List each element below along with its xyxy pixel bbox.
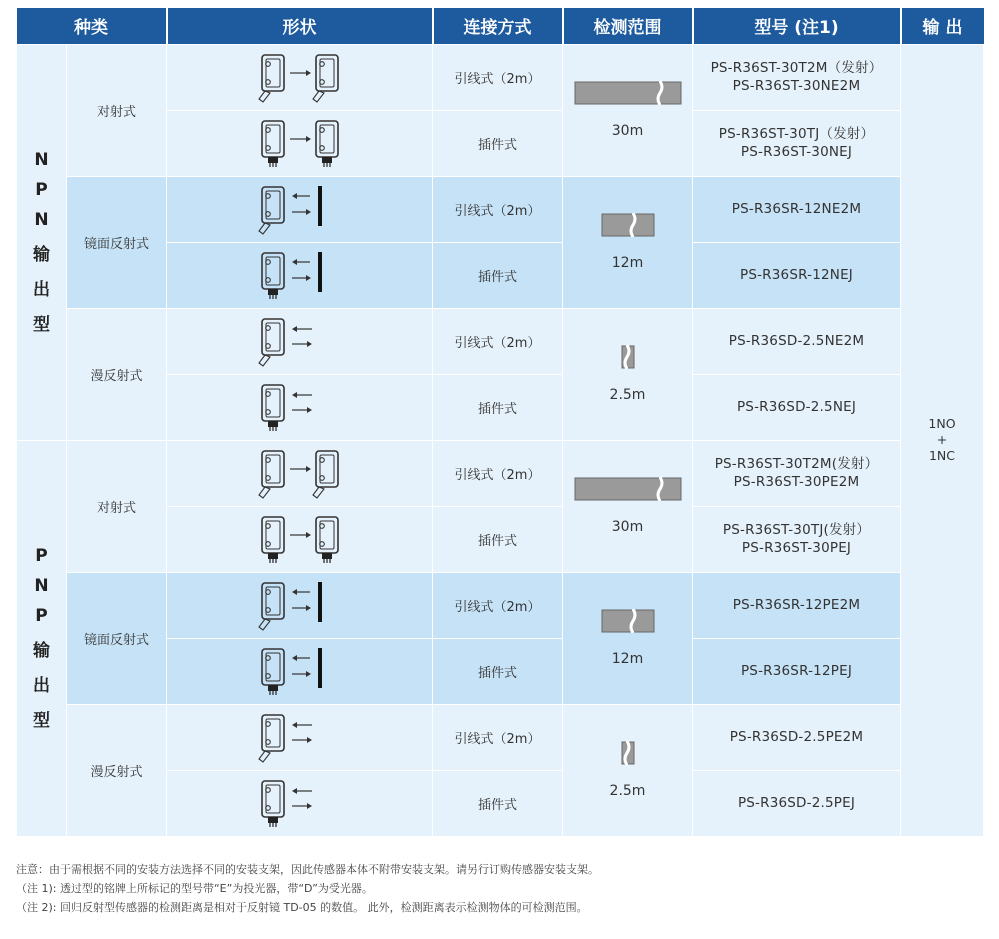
range-bar-icon bbox=[621, 345, 635, 373]
model-number: PS-R36ST-30TJ（发射） bbox=[718, 126, 875, 142]
shape-cell bbox=[167, 44, 433, 110]
group-label-char: N bbox=[34, 149, 49, 170]
model-cell bbox=[693, 704, 901, 770]
model-cell bbox=[693, 440, 901, 506]
type-label: 对射式 bbox=[96, 104, 136, 120]
type-label: 镜面反射式 bbox=[83, 632, 149, 648]
range-label: 30m bbox=[611, 519, 644, 535]
thru-sensor-icon bbox=[167, 445, 432, 501]
model-cell bbox=[693, 506, 901, 572]
group-label-char: 出 bbox=[33, 675, 50, 696]
group-label-char: 输 bbox=[33, 244, 50, 265]
table-row bbox=[17, 704, 984, 770]
group-label-char: 型 bbox=[33, 314, 50, 335]
type-cell bbox=[67, 308, 167, 440]
header-connection: 连接方式 bbox=[433, 8, 563, 44]
group-label-cell bbox=[17, 44, 67, 440]
table-row bbox=[17, 308, 984, 374]
thru-sensor-icon bbox=[167, 49, 432, 105]
type-cell bbox=[67, 44, 167, 176]
range-label: 2.5m bbox=[609, 387, 646, 403]
connection-label: 插件式 bbox=[477, 533, 517, 549]
range-group bbox=[563, 741, 692, 799]
model-number: PS-R36ST-30NEJ bbox=[740, 144, 853, 160]
connection-label: 插件式 bbox=[477, 401, 517, 417]
range-group bbox=[563, 345, 692, 403]
shape-cell bbox=[167, 110, 433, 176]
header-type: 种类 bbox=[17, 8, 167, 44]
model-cell bbox=[693, 572, 901, 638]
range-bar-icon bbox=[601, 609, 655, 637]
type-label: 漫反射式 bbox=[90, 764, 143, 780]
model-cell bbox=[693, 308, 901, 374]
range-cell bbox=[563, 572, 693, 704]
model-number: PS-R36ST-30T2M(发射） bbox=[714, 456, 879, 472]
thru-sensor-icon bbox=[167, 511, 432, 567]
output-value: 1NC bbox=[928, 448, 956, 463]
range-bar-icon bbox=[574, 81, 682, 109]
type-cell bbox=[67, 704, 167, 836]
range-bar-icon bbox=[574, 477, 682, 505]
shape-cell bbox=[167, 176, 433, 242]
range-cell bbox=[563, 704, 693, 836]
shape-cell bbox=[167, 374, 433, 440]
type-cell bbox=[67, 572, 167, 704]
group-label-char: N bbox=[34, 575, 49, 596]
shape-cell bbox=[167, 704, 433, 770]
model-number: PS-R36ST-30PEJ bbox=[741, 540, 852, 556]
connection-label: 插件式 bbox=[477, 665, 517, 681]
range-group bbox=[563, 213, 692, 271]
range-cell bbox=[563, 176, 693, 308]
spec-table bbox=[16, 8, 984, 837]
connection-label: 插件式 bbox=[477, 797, 517, 813]
model-cell bbox=[693, 374, 901, 440]
header-model: 型号 (注1) bbox=[693, 8, 901, 44]
range-label: 30m bbox=[611, 123, 644, 139]
group-label-char: 出 bbox=[33, 279, 50, 300]
model-cell bbox=[693, 176, 901, 242]
group-label-cell bbox=[17, 440, 67, 836]
range-group bbox=[563, 477, 692, 535]
connection-cell bbox=[433, 242, 563, 308]
shape-cell bbox=[167, 242, 433, 308]
shape-cell bbox=[167, 770, 433, 836]
connection-cell bbox=[433, 110, 563, 176]
note-line: 注意：由于需根据不同的安装方法选择不同的安装支架，因此传感器本体不附带安装支架。请另行订购传感器安装支架。 bbox=[16, 863, 599, 876]
connection-cell bbox=[433, 176, 563, 242]
model-cell bbox=[693, 44, 901, 110]
output-value: 1NO bbox=[928, 416, 956, 431]
table-row bbox=[17, 440, 984, 506]
table-row bbox=[17, 44, 984, 110]
model-number: PS-R36SR-12PEJ bbox=[740, 663, 853, 679]
range-label: 12m bbox=[611, 651, 644, 667]
range-label: 12m bbox=[611, 255, 644, 271]
group-label bbox=[17, 546, 66, 731]
range-cell bbox=[563, 44, 693, 176]
thru-sensor-icon bbox=[167, 115, 432, 171]
connection-cell bbox=[433, 440, 563, 506]
connection-label: 引线式（2m） bbox=[454, 599, 541, 615]
mirror-sensor-icon bbox=[167, 181, 432, 237]
mirror-sensor-icon bbox=[167, 247, 432, 303]
range-group bbox=[563, 609, 692, 667]
connection-label: 引线式（2m） bbox=[454, 731, 541, 747]
output-value: + bbox=[936, 432, 948, 447]
connection-cell bbox=[433, 374, 563, 440]
table-body bbox=[17, 44, 984, 836]
connection-cell bbox=[433, 704, 563, 770]
model-number: PS-R36SD-2.5PE2M bbox=[729, 729, 864, 745]
group-label-char: N bbox=[34, 209, 49, 230]
type-label: 漫反射式 bbox=[90, 368, 143, 384]
group-label-char: 输 bbox=[33, 640, 50, 661]
type-label: 对射式 bbox=[96, 500, 136, 516]
note-line: （注 1): 透过型的铭牌上所标记的型号带“E”为投光器，带“D”为受光器。 bbox=[16, 882, 373, 895]
header-shape: 形状 bbox=[167, 8, 433, 44]
header-output: 输 出 bbox=[901, 8, 984, 44]
model-number: PS-R36SD-2.5PEJ bbox=[737, 795, 856, 811]
group-label-char: P bbox=[35, 605, 48, 626]
connection-label: 引线式（2m） bbox=[454, 335, 541, 351]
connection-label: 插件式 bbox=[477, 269, 517, 285]
model-number: PS-R36SD-2.5NEJ bbox=[736, 399, 857, 415]
header-row bbox=[17, 8, 984, 44]
model-number: PS-R36ST-30T2M（发射） bbox=[710, 60, 883, 76]
model-number: PS-R36ST-30TJ(发射） bbox=[722, 522, 871, 538]
type-cell bbox=[67, 440, 167, 572]
model-cell bbox=[693, 242, 901, 308]
range-bar-icon bbox=[601, 213, 655, 241]
model-number: PS-R36ST-30NE2M bbox=[732, 78, 861, 94]
mirror-sensor-icon bbox=[167, 643, 432, 699]
type-label: 镜面反射式 bbox=[83, 236, 149, 252]
shape-cell bbox=[167, 638, 433, 704]
range-cell bbox=[563, 440, 693, 572]
output-cell bbox=[901, 44, 984, 836]
diffuse-sensor-icon bbox=[167, 313, 432, 369]
shape-cell bbox=[167, 506, 433, 572]
connection-cell bbox=[433, 44, 563, 110]
table-row bbox=[17, 572, 984, 638]
connection-cell bbox=[433, 308, 563, 374]
connection-label: 引线式（2m） bbox=[454, 203, 541, 219]
mirror-sensor-icon bbox=[167, 577, 432, 633]
group-label-char: P bbox=[35, 545, 48, 566]
model-number: PS-R36SR-12NE2M bbox=[731, 201, 862, 217]
shape-cell bbox=[167, 572, 433, 638]
model-number: PS-R36SR-12PE2M bbox=[732, 597, 861, 613]
diffuse-sensor-icon bbox=[167, 709, 432, 765]
group-label-char: P bbox=[35, 179, 48, 200]
notes bbox=[16, 860, 599, 917]
range-group bbox=[563, 81, 692, 139]
diffuse-sensor-icon bbox=[167, 775, 432, 831]
connection-cell bbox=[433, 506, 563, 572]
spec-table-container bbox=[16, 8, 983, 837]
model-number: PS-R36SD-2.5NE2M bbox=[728, 333, 865, 349]
diffuse-sensor-icon bbox=[167, 379, 432, 435]
table-row bbox=[17, 176, 984, 242]
connection-cell bbox=[433, 638, 563, 704]
model-cell bbox=[693, 638, 901, 704]
type-cell bbox=[67, 176, 167, 308]
group-label-char: 型 bbox=[33, 710, 50, 731]
range-cell bbox=[563, 308, 693, 440]
connection-label: 插件式 bbox=[477, 137, 517, 153]
range-bar-icon bbox=[621, 741, 635, 769]
connection-cell bbox=[433, 572, 563, 638]
connection-cell bbox=[433, 770, 563, 836]
connection-label: 引线式（2m） bbox=[454, 71, 541, 87]
shape-cell bbox=[167, 440, 433, 506]
model-cell bbox=[693, 770, 901, 836]
note-line: （注 2): 回归反射型传感器的检测距离是相对于反射镜 TD-05 的数值。 此外，检测距离表示检测物体的可检测范围。 bbox=[16, 901, 588, 914]
range-label: 2.5m bbox=[609, 783, 646, 799]
connection-label: 引线式（2m） bbox=[454, 467, 541, 483]
model-cell bbox=[693, 110, 901, 176]
model-number: PS-R36SR-12NEJ bbox=[739, 267, 853, 283]
group-label bbox=[17, 150, 66, 335]
model-number: PS-R36ST-30PE2M bbox=[733, 474, 860, 490]
shape-cell bbox=[167, 308, 433, 374]
header-range: 检测范围 bbox=[563, 8, 693, 44]
